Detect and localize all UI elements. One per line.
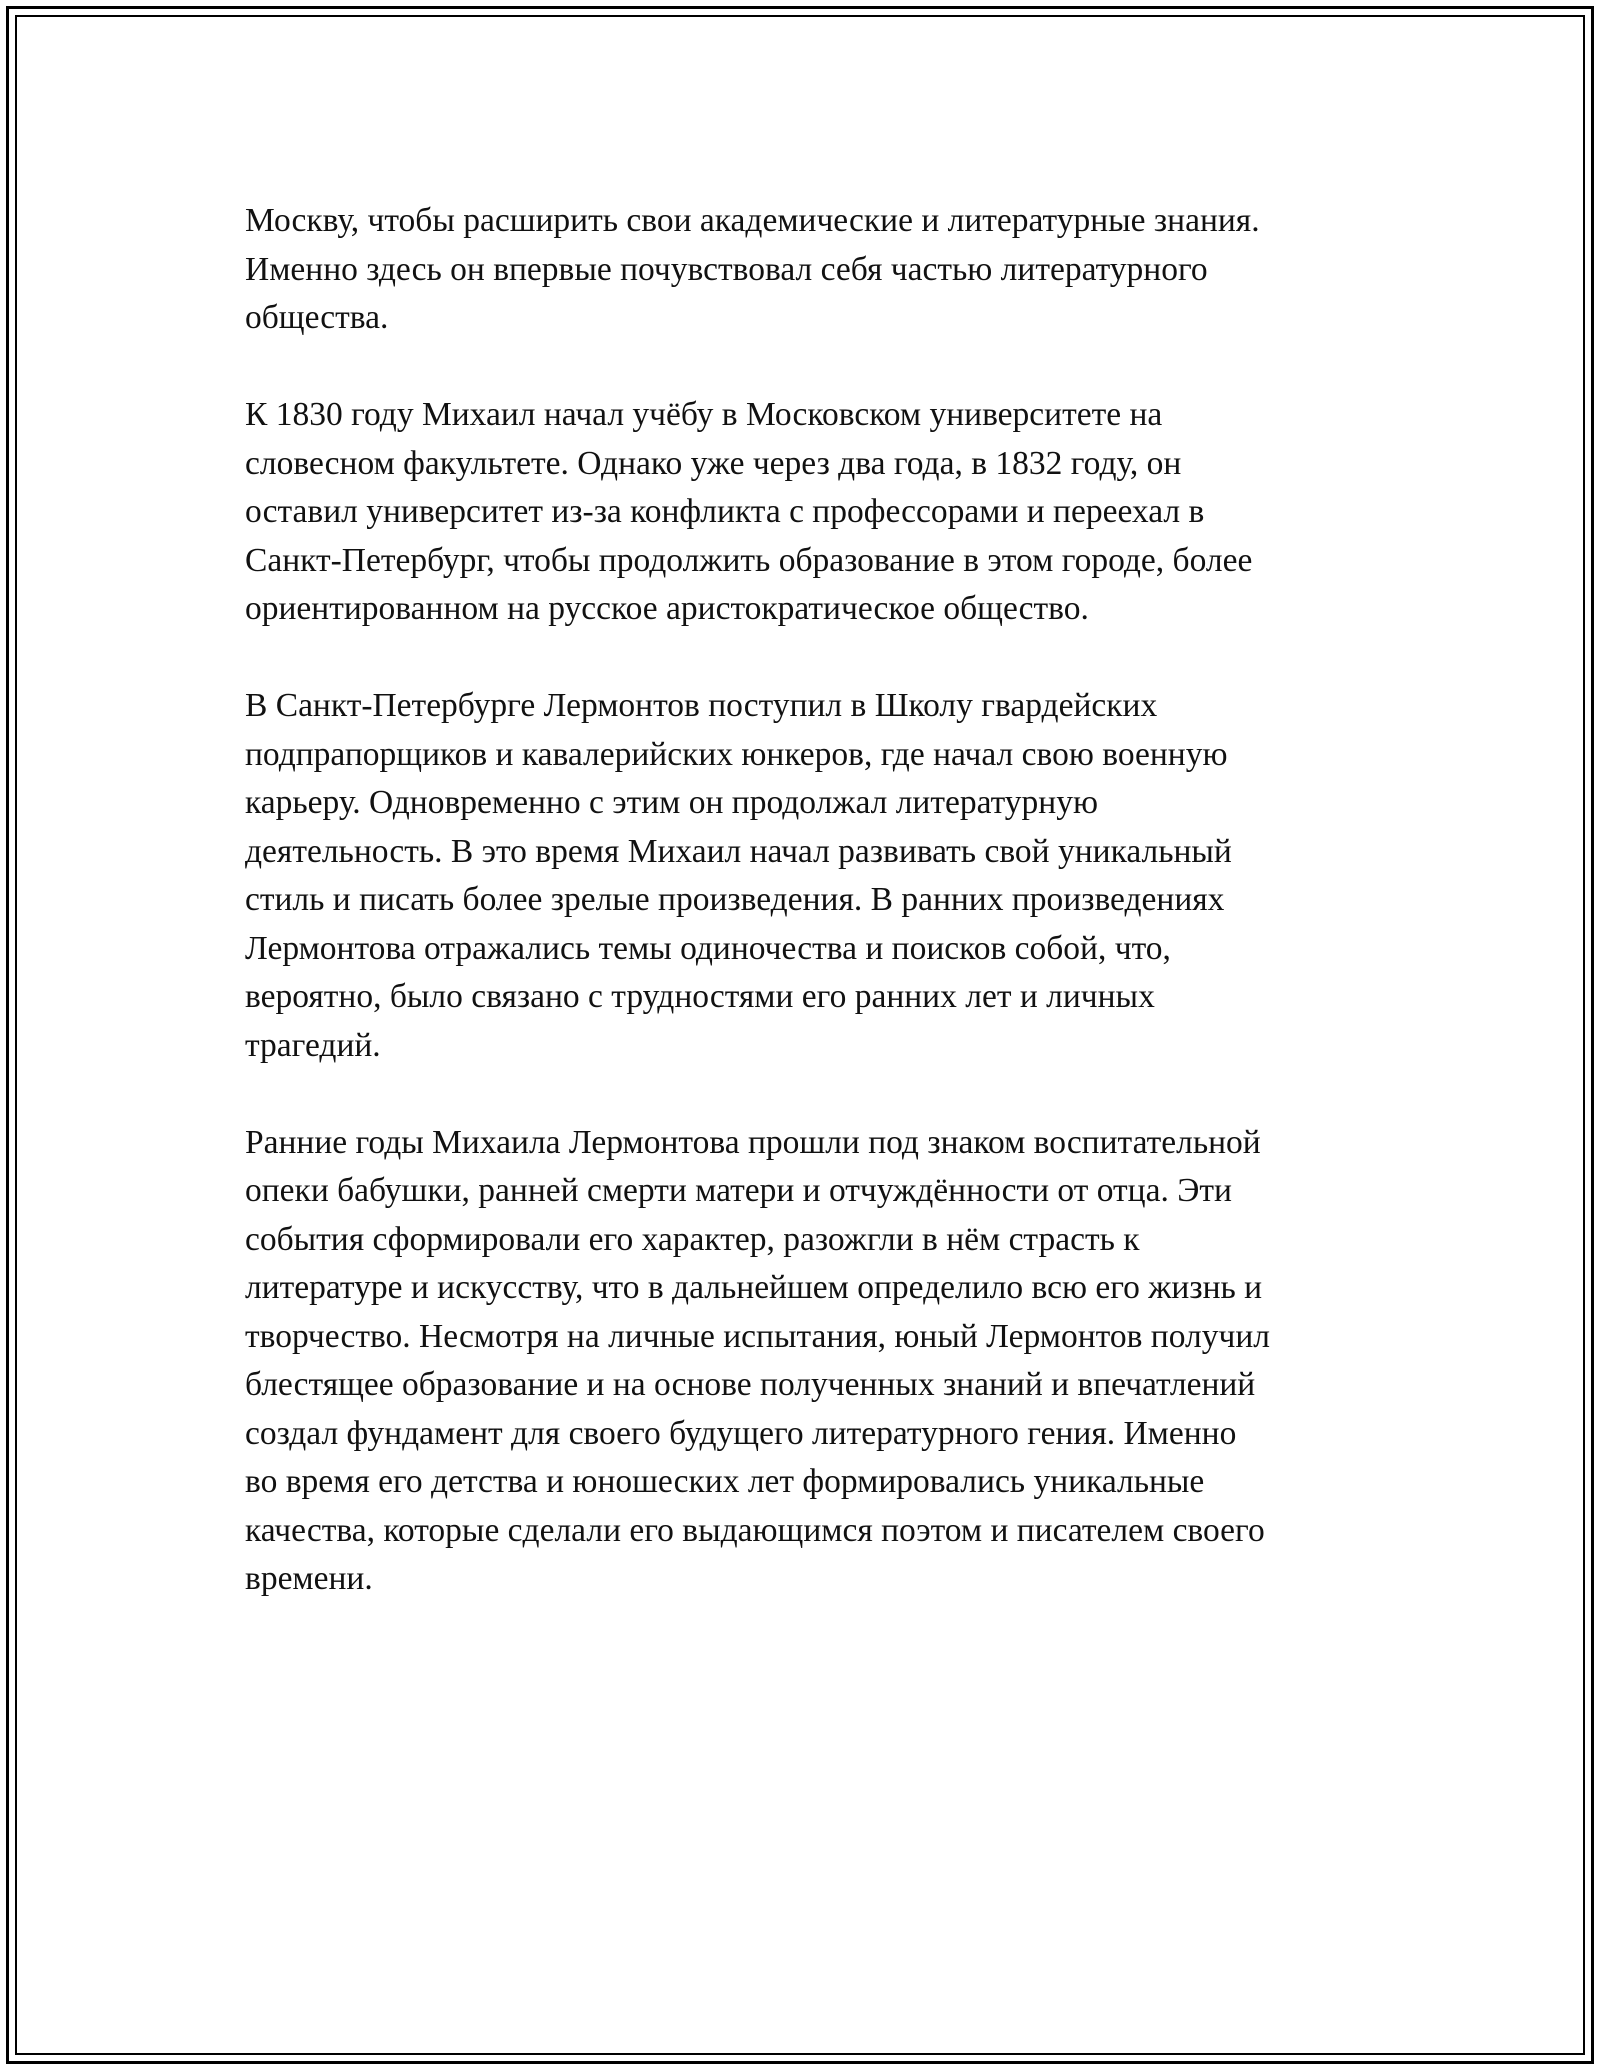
paragraph-2: К 1830 году Михаил начал учёбу в Московском университете на словесном факультете. Однако уже через два года, в 1832 году, он оставил университет из-за конфликта с профессорами и переехал в Санкт-Петербург, чтобы продолжить образование в этом городе, более ориентированном на русское аристократическое общество. — [245, 396, 1253, 627]
page-border — [6, 6, 1594, 2064]
paragraph-4: Ранние годы Михаила Лермонтова прошли под знаком воспитательной опеки бабушки, ранней смерти матери и отчуждённости от отца. Эти события сформировали его характер, разожгли в нём страсть к литературе и искусству, что в дальнейшем определило всю его жизнь и творчество. Несмотря на личные испытания, юный Лермонтов получил блестящее образование и на основе полученных знаний и впечатлений создал фундамент для своего будущего литературного гения. Именно во время его детства и юношеских лет формировались уникальные качества, которые сделали его выдающимся поэтом и писателем своего времени. — [245, 1123, 1270, 1597]
paragraph-1: Москву, чтобы расширить свои академические и литературные знания. Именно здесь он впервые почувствовал себя частью литературного общества. — [245, 202, 1260, 336]
document-body — [245, 197, 1425, 1652]
paragraph-3: В Санкт-Петербурге Лермонтов поступил в Школу гвардейских подпрапорщиков и кавалерийских юнкеров, где начал свою военную карьеру. Одновременно с этим он продолжал литературную деятельность. В это время Михаил начал развивать свой уникальный стиль и писать более зрелые произведения. В ранних произведениях Лермонтова отражались темы одиночества и поисков собой, что, вероятно, было связано с трудностями его ранних лет и личных трагедий. — [245, 687, 1232, 1064]
